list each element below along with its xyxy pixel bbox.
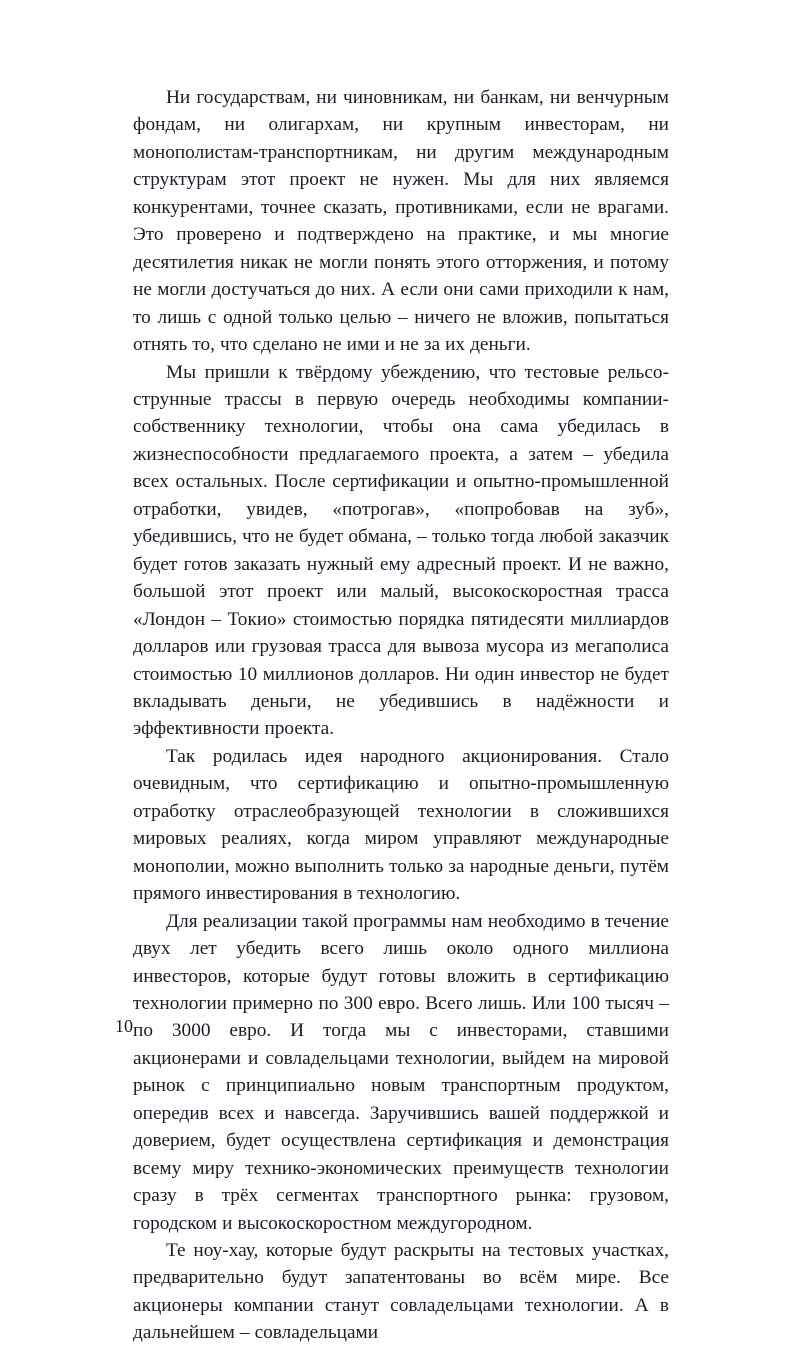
paragraph: Те ноу-хау, которые будут раскрыты на тестовых участках, предварительно будут запатентованы во всём мире. Все акционеры компании станут совладельцами технологии. А в дальнейшем – совладельцами [133, 1240, 669, 1344]
page-number: 10 [115, 1016, 133, 1036]
paragraph: Ни государствам, ни чиновникам, ни банкам, ни венчурным фондам, ни олигархам, ни крупным инвесторам, ни монополистам-транспортникам, ни другим международным структурам этот проект не нужен. Мы для них являемся конкурентами, точнее сказать, противниками, если не врагами. Это проверено и подтверждено на практике, и мы многие десятилетия никак не могли понять этого отторжения, и потому не могли достучаться до них. А если они сами приходили к нам, то лишь с одной только целью – ничего не вложив, попытаться отнять то, что сделано не ими и не за их деньги. [133, 87, 669, 356]
paragraph: Мы пришли к твёрдому убеждению, что тестовые рельсо-струнные трассы в первую очередь необходимы компании-собственнику технологии, чтобы она сама убедилась в жизнеспособности предлагаемого проекта, а затем – убедила всех остальных. После сертификации и опытно-промышленной отработки, увидев, «потрогав», «попробовав на зуб», убедившись, что не будет обмана, – только тогда любой заказчик будет готов заказать нужный ему адресный проект. И не важно, большой этот проект или малый, высокоскоростная трасса «Лондон – Токио» стоимостью порядка пятидесяти миллиардов долларов или грузовая трасса для вывоза мусора из мегаполиса стоимостью 10 миллионов долларов. Ни один инвестор не будет вкладывать деньги, не убедившись в надёжности и эффективности проекта. [133, 361, 669, 740]
paragraph: Для реализации такой программы нам необходимо в течение двух лет убедить всего лишь около одного миллиона инвесторов, которые будут готовы вложить в сертификацию технологии примерно по 300 евро. Всего лишь. Или 100 тысяч – по 3000 евро. И тогда мы с инвесторами, ставшими акционерами и совладельцами технологии, выйдем на мировой рынок с принципиально новым транспортным продуктом, опередив всех и навсегда. Заручившись вашей поддержкой и доверием, будет осуществлена сертификация и демонстрация всему миру технико-экономических преимуществ технологии сразу в трёх сегментах транспортного рынка: грузовом, городском и высокоскоростном междугородном. [133, 910, 669, 1234]
body-text-column [133, 84, 669, 1347]
paragraph: Так родилась идея народного акционирования. Стало очевидным, что сертификацию и опытно-промышленную отработку отраслеобразующей технологии в сложившихся мировых реалиях, когда миром управляют международные монополии, можно выполнить только за народные деньги, путём прямого инвестирования в технологию. [133, 745, 669, 905]
